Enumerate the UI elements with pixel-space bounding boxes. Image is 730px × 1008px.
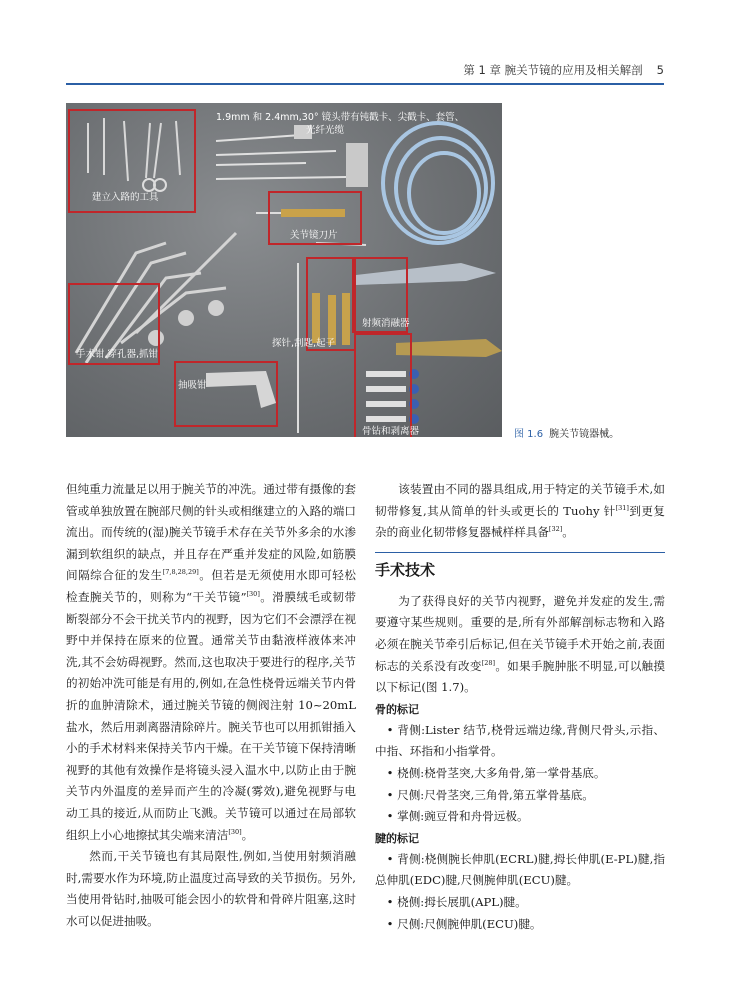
left-paragraph-1: 但纯重力流量足以用于腕关节的冲洗。通过带有摄像的套管或单独放置在腕部尺侧的针头或相继建立的入路的端口流出。而传统的(湿)腕关节镜手术存在关节外多余的水渗漏到软组织的缺点，并且存在严重并发症的风险,如筋膜间隔综合征的发生[7,8,28,29]。但若是无须使用水即可轻松检查腕关节的，则称为“干关节镜”[30]。滑膜绒毛或韧带断裂部分不会干扰关节内的视野，因为它们不会漂浮在视野中并保持在原来的位置。通常关节由黏液样液体来冲洗,其不会妨碍视野。然而,这也取决于要进行的程序,关节的初始冲洗可能是有用的,例如,在急性桡骨远端关节内骨折的血肿清除术，通过腕关节镜的侧阀注射 10~20mL 盐水，然后用剥离器清除碎片。腕关节也可以用抓钳插入小的手术材料来保持关节内干燥。在干关节镜下保持清晰视野的其他有效操作是将镜头浸入温水中,以防止由于腕关节内外温度的差异而产生的冷凝(雾效),避免视野与电动工具的接近,从而防止飞溅。关节镜可以通过在局部软组织上小心地擦拭其尖端来清洁[30]。	[66, 482, 356, 842]
label-portal-tools: 建立入路的工具	[92, 192, 159, 203]
left-column	[66, 479, 356, 932]
right-paragraph-2: 为了获得良好的关节内视野，避免并发症的发生,需要遵守某些规则。重要的是,所有外部解剖标志物和入路必须在腕关节牵引后标记,但在关节镜手术开始之前,表面标志的关系没有改变[28]。如果手腕肿胀不明显,可以触摸以下标记(图 1.7)。	[375, 593, 665, 695]
label-rf: 射频消融器	[362, 318, 410, 329]
label-scope-cont: 光纤光缆	[306, 125, 345, 136]
figure-number: 图 1.6	[514, 429, 544, 440]
left-paragraph-2: 然而,干关节镜也有其局限性,例如,当使用射频消融时,需要水作为环境,防止温度过高导致的关节损伤。另外,当使用骨钻时,抽吸可能会因小的软骨和骨碎片阻塞,这时水可以促进抽吸。	[66, 849, 356, 928]
right-paragraph-1: 该装置由不同的器具组成,用于特定的关节镜手术,如韧带修复,其从简单的针头或更长的 Tuohy 针[31]到更复杂的商业化韧带修复器械样样具备[32]。	[375, 482, 665, 540]
burrs-box	[354, 333, 412, 437]
tendon-item-ulnar: • 尺侧:尺侧腕伸肌(ECU)腱。	[386, 916, 542, 931]
bone-item-dorsal: • 背侧:Lister 结节,桡骨远端边缘,背侧尺骨头,示指、中指、环指和小指掌骨。	[375, 722, 665, 759]
label-probes: 探针,刮匙,起子	[272, 338, 336, 349]
chapter-title: 第 1 章 腕关节镜的应用及相关解剖	[463, 63, 643, 77]
figure-caption-text: 腕关节镜器械。	[549, 429, 620, 440]
page-number: 5	[656, 63, 664, 77]
label-suction: 抽吸钳	[178, 380, 207, 391]
section-rule	[375, 552, 665, 553]
running-header	[463, 62, 664, 78]
right-column	[375, 479, 665, 935]
tendon-item-dorsal: • 背侧:桡侧腕长伸肌(ECRL)腱,拇长伸肌(E-PL)腱,指总伸肌(EDC)腱,尺侧腕伸肌(ECU)腱。	[375, 851, 665, 888]
bone-item-palmar: • 掌侧:豌豆骨和舟骨远极。	[386, 809, 529, 824]
suction-box	[174, 361, 278, 427]
label-scope: 1.9mm 和 2.4mm,30° 镜头带有钝戳卡、尖戳卡、套管、	[216, 112, 465, 123]
figure-caption	[514, 425, 619, 440]
header-rule	[66, 83, 664, 85]
section-title: 手术技术	[375, 560, 436, 579]
bone-landmarks-heading: 骨的标记	[375, 702, 419, 716]
tendon-landmarks-heading: 腱的标记	[375, 831, 419, 845]
label-blades: 关节镜刀片	[290, 230, 338, 241]
bone-item-ulnar: • 尺侧:尺骨茎突,三角骨,第五掌骨基底。	[386, 787, 594, 802]
instrument-photo	[66, 103, 502, 437]
tendon-item-radial: • 桡侧:拇长展肌(APL)腱。	[386, 894, 527, 909]
label-burrs: 骨钻和剥离器	[362, 426, 420, 437]
bone-item-radial: • 桡侧:桡骨茎突,大多角骨,第一掌骨基底。	[386, 765, 606, 780]
label-forceps: 手术钳,穿孔器,抓钳	[76, 349, 159, 360]
